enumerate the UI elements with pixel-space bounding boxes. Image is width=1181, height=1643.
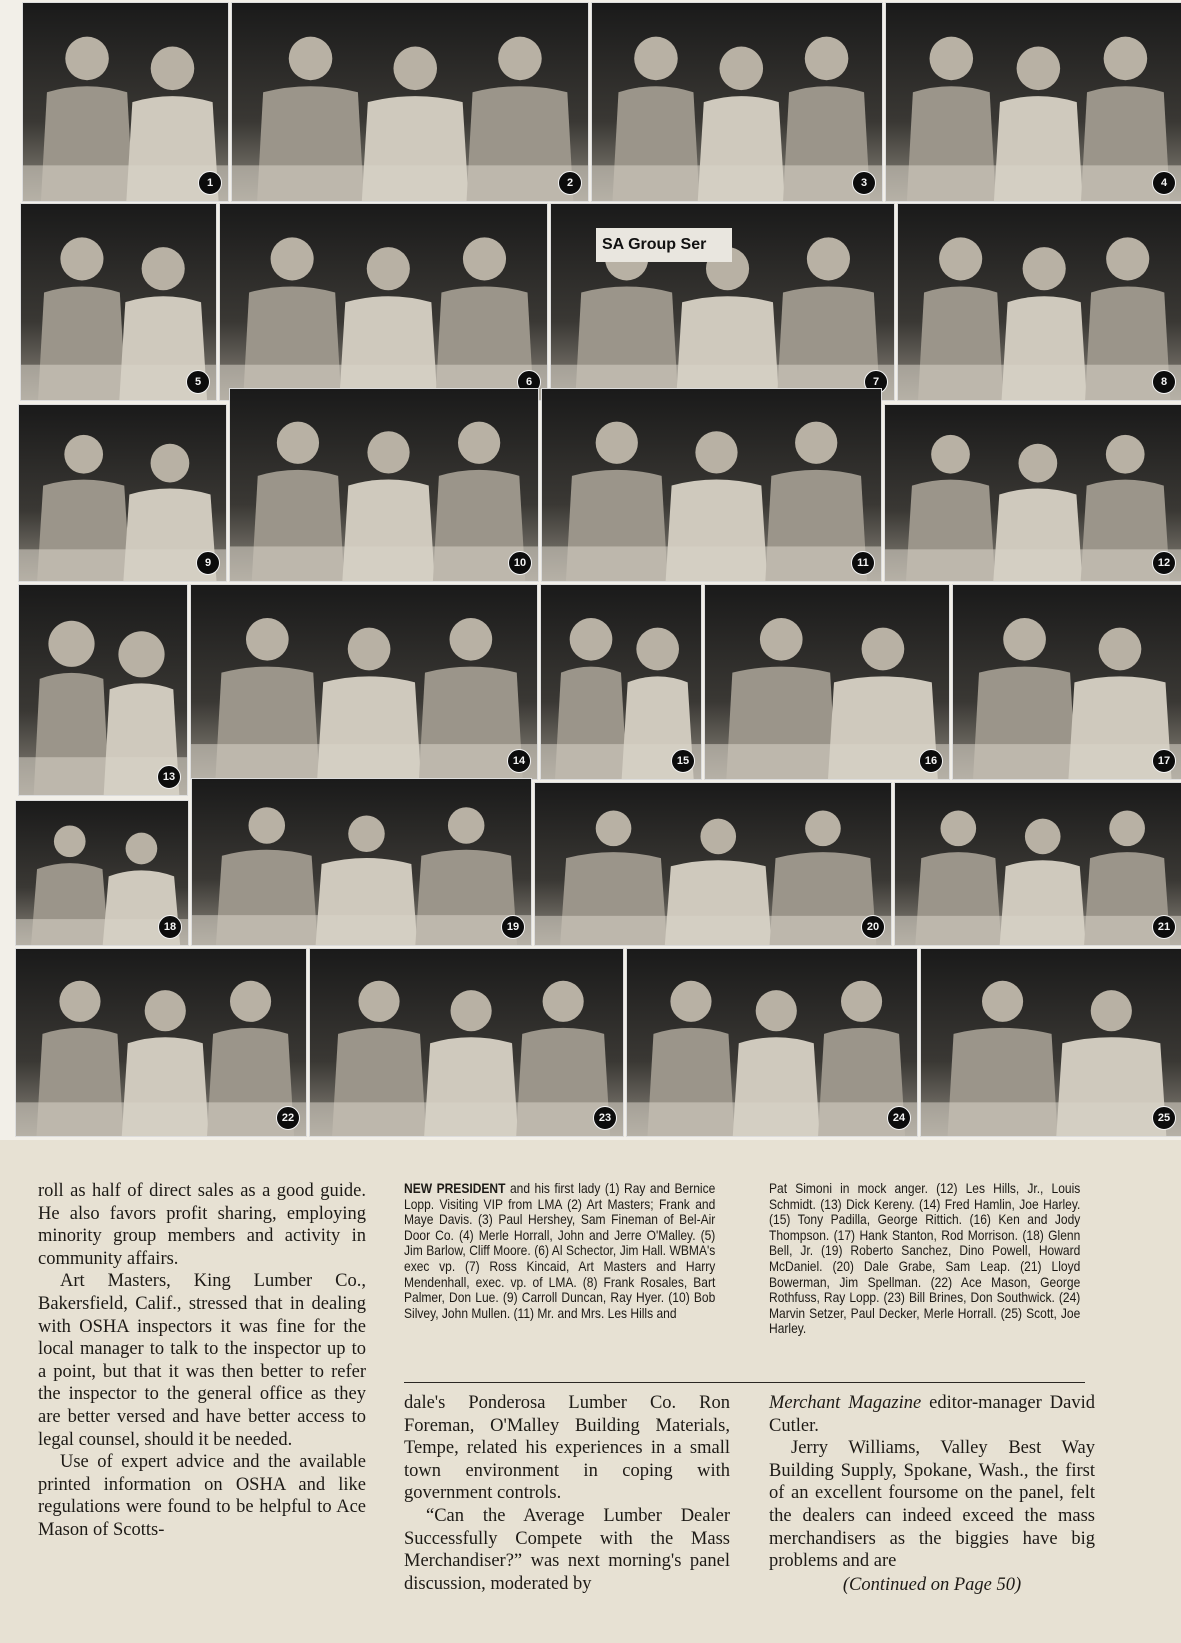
- event-photo: [885, 2, 1181, 202]
- photo-number-badge: 13: [157, 765, 181, 789]
- article-column-2: [404, 1392, 730, 1595]
- event-photo: [897, 203, 1181, 401]
- photo-number-badge: 17: [1152, 749, 1176, 773]
- article-paragraph: Merchant Magazine editor-manager David Cutler.: [769, 1393, 1095, 1436]
- article-paragraph: Use of expert advice and the available printed information on OSHA and like regulations were found to be helpful to Ace Mason of Scotts-: [38, 1452, 366, 1540]
- event-photo: [626, 948, 918, 1137]
- article-paragraph: Jerry Williams, Valley Best Way Building Supply, Spokane, Wash., the first of an excellent foursome on the panel, felt the dealers can indeed exceed the mass merchandisers as the biggies have big problems and are: [769, 1438, 1095, 1572]
- article-column-3: [769, 1392, 1095, 1596]
- article-column-1: [38, 1180, 366, 1542]
- photo-image: [191, 585, 537, 779]
- photo-number-badge: 21: [1152, 915, 1176, 939]
- photo-number-badge: 6: [517, 370, 541, 394]
- photo-image: [592, 3, 882, 201]
- photo-number-badge: 1: [198, 171, 222, 195]
- photo-image: [232, 3, 588, 201]
- photo-number-badge: 18: [158, 915, 182, 939]
- photo-image: [885, 405, 1181, 581]
- photo-image: [230, 389, 538, 581]
- article-paragraph: roll as half of direct sales as a good guide. He also favors profit sharing, employing minority group members and activity in community affairs.: [38, 1181, 366, 1269]
- event-photo: [219, 203, 548, 401]
- photo-number-badge: 22: [276, 1106, 300, 1130]
- photo-number-badge: 16: [919, 749, 943, 773]
- photo-number-badge: 4: [1152, 171, 1176, 195]
- event-photo: [550, 203, 895, 401]
- caption-lead: NEW PRESIDENT: [404, 1180, 506, 1196]
- photo-image: [23, 3, 228, 201]
- photo-number-badge: 20: [861, 915, 885, 939]
- event-photo: [309, 948, 624, 1137]
- caption-continued: Pat Simoni in mock anger. (12) Les Hills, Jr., Louis Schmidt. (13) Dick Kereny. (14) Fred Hamlin, Joe Harley. (15) Tony Padilla, George Rittich. (16) Ken and Jody Thompson. (17) Hank Stanton, Rod Morrison. (18) Glenn Bell, Jr. (19) Roberto Sanchez, Dino Powell, Howard McDaniel. (20) Dale Grabe, Sam Leap. (21) Lloyd Bowerman, Jim Spellman. (22) Ace Mason, George Rothfuss, Ray Lopp. (23) Bill Brines, Don Southwick. (24) Marvin Setzer, Paul Decker, Merle Horrall. (25) Scott, Joe Harley.: [769, 1180, 1081, 1337]
- photo-image: [19, 585, 187, 795]
- photo-number-badge: 8: [1152, 370, 1176, 394]
- photo-image: [16, 949, 306, 1136]
- event-photo: [704, 584, 950, 780]
- event-photo: [229, 388, 539, 582]
- photo-number-badge: 7: [864, 370, 888, 394]
- photo-number-badge: 3: [852, 171, 876, 195]
- photo-image: [310, 949, 623, 1136]
- event-photo: [884, 404, 1181, 582]
- photo-image: [192, 779, 531, 945]
- event-photo: [591, 2, 883, 202]
- article-paragraph: dale's Ponderosa Lumber Co. Ron Foreman, O'Malley Building Materials, Tempe, related his experiences in a small town environment in coping with government controls.: [404, 1393, 730, 1504]
- photo-number-badge: 12: [1152, 551, 1176, 575]
- event-photo: [15, 800, 189, 946]
- photo-number-badge: 9: [196, 551, 220, 575]
- photo-image: [627, 949, 917, 1136]
- caption-body: and his first lady (1) Ray and Bernice Lopp. Visiting VIP from LMA (2) Art Masters; Frank and Maye Davis. (3) Paul Hershey, Sam Fineman of Bel-Air Door Co. (4) Merle Horrall, John and Jerre O'Malley. (5) Jim Barlow, Cliff Moore. (6) Al Schector, Jim Hall. WBMA's exec vp. (7) Ross Kincaid, Art Masters and Harry Mendenhall, exec. vp. of LMA. (8) Frank Rosales, Bart Palmer, Don Lue. (9) Carroll Duncan, Ray Hyer. (10) Bob Silvey, John Mullen. (11) Mr. and Mrs. Les Hills and: [404, 1180, 716, 1321]
- event-photo: [541, 388, 882, 582]
- photo-image: [886, 3, 1181, 201]
- event-photo: [190, 584, 538, 780]
- photo-number-badge: 5: [186, 370, 210, 394]
- continued-on-page-note: (Continued on Page 50): [842, 1574, 1022, 1595]
- photo-image: [921, 949, 1181, 1136]
- photo-image: [220, 204, 547, 400]
- photo-image: [953, 585, 1181, 779]
- event-photo: [231, 2, 589, 202]
- event-photo: [534, 782, 892, 946]
- event-photo: [540, 584, 702, 780]
- photo-caption-continued: [769, 1181, 1080, 1337]
- photo-number-badge: 2: [558, 171, 582, 195]
- photo-caption: [404, 1181, 716, 1321]
- event-photo: [952, 584, 1181, 780]
- event-photo: [18, 584, 188, 796]
- photo-number-badge: 25: [1152, 1106, 1176, 1130]
- banner-sign: SA Group Ser: [596, 228, 732, 262]
- article-paragraph: Art Masters, King Lumber Co., Bakersfield, Calif., stressed that in dealing with OSHA inspectors it was fine for the local manager to talk to the inspector up to a point, but that it was then better to refer the inspector to the general office as they are better versed and have better access to legal counsel, should it be needed.: [38, 1271, 366, 1450]
- photo-image: [895, 783, 1181, 945]
- event-photo: [894, 782, 1181, 946]
- event-photo: [15, 948, 307, 1137]
- photo-number-badge: 19: [501, 915, 525, 939]
- event-photo: [920, 948, 1181, 1137]
- photo-image: [705, 585, 949, 779]
- photo-number-badge: 23: [593, 1106, 617, 1130]
- event-photo: [20, 203, 217, 401]
- event-photo: [191, 778, 532, 946]
- caption-divider-rule: [404, 1382, 1085, 1383]
- photo-image: [19, 405, 226, 581]
- magazine-name: Merchant Magazine: [769, 1393, 922, 1413]
- photo-image: [535, 783, 891, 945]
- photo-number-badge: 14: [507, 749, 531, 773]
- photo-number-badge: 15: [671, 749, 695, 773]
- photo-image: [898, 204, 1181, 400]
- photo-number-badge: 24: [887, 1106, 911, 1130]
- event-photo: [18, 404, 227, 582]
- photo-number-badge: 11: [851, 551, 875, 575]
- photo-number-badge: 10: [508, 551, 532, 575]
- event-photo: [22, 2, 229, 202]
- article-paragraph: “Can the Average Lumber Dealer Successfully Compete with the Mass Merchandiser?” was next morning's panel discussion, moderated by: [404, 1505, 730, 1594]
- photo-image: [542, 389, 881, 581]
- photo-image: [21, 204, 216, 400]
